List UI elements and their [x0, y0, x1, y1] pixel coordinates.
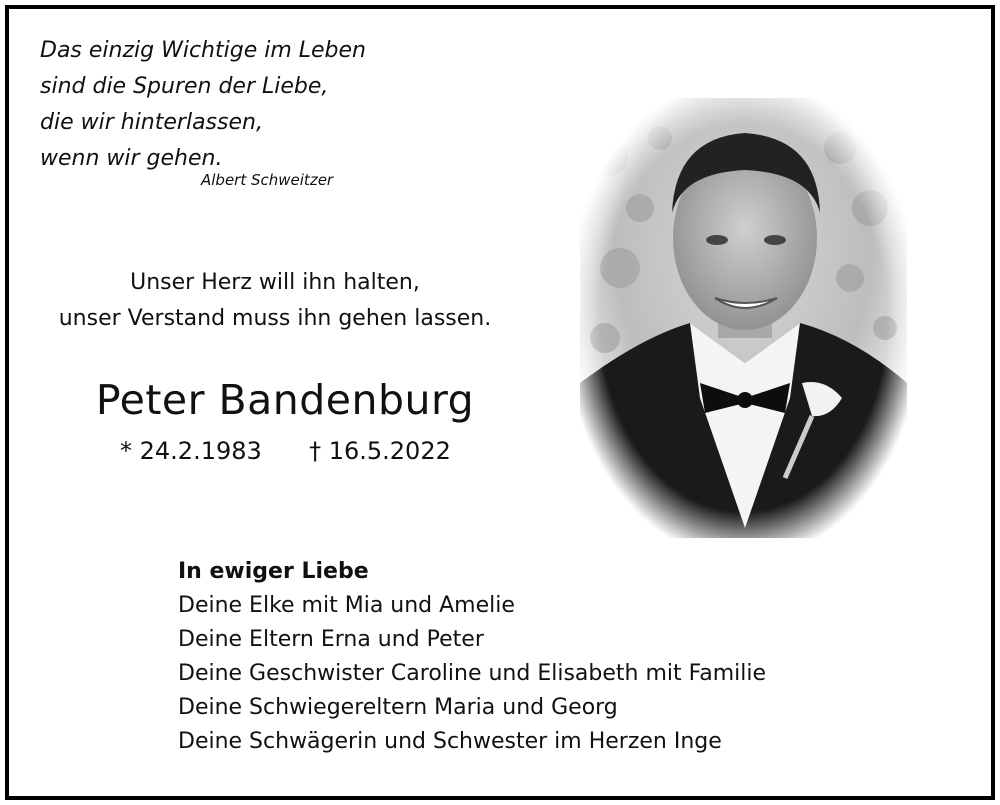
- mourner-line: Deine Eltern Erna und Peter: [178, 627, 484, 652]
- death-symbol: †: [309, 437, 322, 465]
- mourners-heading: In ewiger Liebe: [178, 559, 369, 584]
- quote-block: [40, 33, 366, 177]
- mourners-block: [178, 555, 766, 759]
- motto-block: [20, 265, 530, 337]
- quote-line: wenn wir gehen.: [40, 146, 223, 171]
- life-dates: [120, 437, 451, 465]
- motto-line: unser Verstand muss ihn gehen lassen.: [58, 306, 492, 331]
- quote-line: die wir hinterlassen,: [40, 110, 263, 135]
- birth-date: 24.2.1983: [139, 437, 262, 465]
- mourner-line: Deine Schwiegereltern Maria und Georg: [178, 695, 618, 720]
- death-date: 16.5.2022: [328, 437, 451, 465]
- mourner-line: Deine Geschwister Caroline und Elisabeth mit Familie: [178, 661, 767, 686]
- deceased-name: Peter Bandenburg: [95, 376, 475, 424]
- mourner-line: Deine Elke mit Mia und Amelie: [178, 593, 515, 618]
- birth-symbol: *: [120, 437, 132, 465]
- quote-line: Das einzig Wichtige im Leben: [40, 38, 366, 63]
- quote-line: sind die Spuren der Liebe,: [40, 74, 329, 99]
- quote-author: Albert Schweitzer: [201, 171, 334, 189]
- mourner-line: Deine Schwägerin und Schwester im Herzen Inge: [178, 729, 722, 754]
- motto-line: Unser Herz will ihn halten,: [130, 270, 420, 295]
- portrait-photo: [580, 98, 907, 538]
